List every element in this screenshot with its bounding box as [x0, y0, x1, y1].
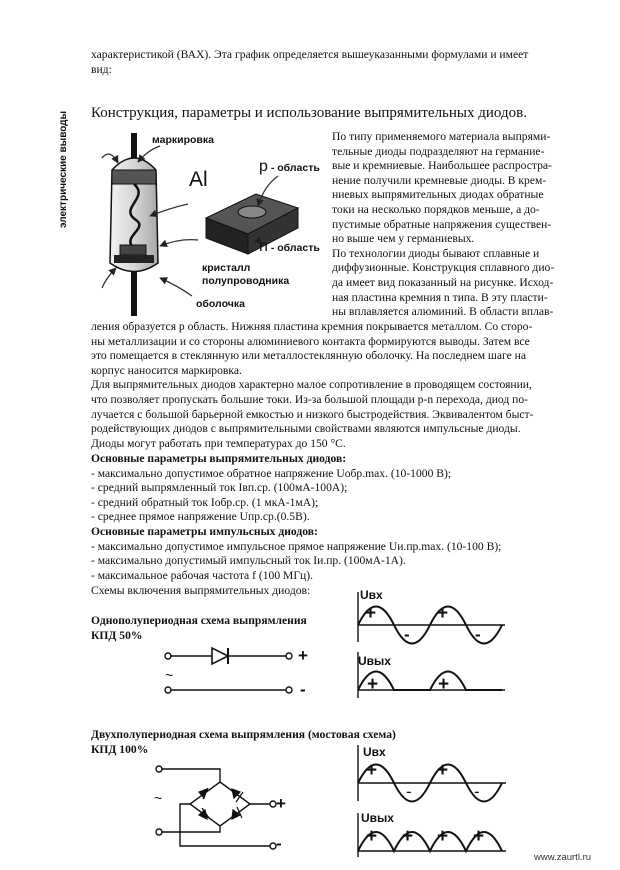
graph-plus: +	[437, 603, 449, 624]
crystal-chip	[120, 245, 146, 255]
body-text	[91, 320, 533, 451]
label-p-suffix: - область	[267, 162, 320, 174]
param-item: - максимально допустимое обратное напряжение Uобр.max. (10-1000 В);	[91, 466, 452, 480]
param-item: - средний обратный ток Iобр.ср. (1 мкА-1мА);	[91, 495, 319, 509]
full-wave-title: Двухполупериодная схема выпрямления (мостовая схема)	[91, 728, 396, 741]
bridge-ac-tilde: ~	[154, 790, 163, 806]
param-item: - максимально допустимое импульсное прямое напряжение Uи.пр.max. (10-100 В);	[91, 539, 502, 553]
param-item: - средний выпрямленный ток Iвп.ср. (100мА-100А);	[91, 481, 348, 495]
half-wave-uout-label: Uвых	[358, 654, 391, 668]
intro-line: вид:	[91, 63, 112, 76]
graph-plus: +	[438, 674, 450, 695]
graph-minus: -	[406, 782, 412, 801]
full-wave-uout-label: Uвых	[361, 811, 394, 825]
graph-plus: +	[367, 674, 379, 695]
text-line: токи на несколько порядков меньше, а до-	[332, 202, 540, 216]
text-line: диффузионные. Конструкция сплавного дио-	[332, 261, 555, 275]
text-line: пустимые обратные напряжения существен-	[332, 217, 552, 231]
label-shell: оболочка	[196, 298, 245, 310]
output-half-wave	[358, 672, 502, 691]
param-item: - максимально допустимый импульсный ток Iи.пр. (100мА-1А).	[91, 554, 406, 568]
intro-line: характеристикой (ВАХ). Эта график определяется вышеуказанными формулами и имеет	[91, 48, 529, 61]
graph-minus: -	[404, 625, 410, 644]
half-wave-title: Однополупериодная схема выпрямления	[91, 614, 307, 627]
graph-plus: +	[473, 826, 485, 847]
text-line: лучается с большой барьерной емкостью и низкого быстродействия. Эквивалентом быст-	[91, 407, 534, 421]
param-item: - среднее прямое напряжение Uпр.ср.(0.5В).	[91, 510, 310, 524]
label-crystal-2: полупроводника	[202, 275, 290, 287]
label-leads: электрические выводы	[58, 110, 69, 228]
bridge-diodes	[199, 788, 243, 819]
right-column-text	[332, 130, 554, 320]
text-line: корпус наносится маркировка.	[91, 363, 242, 377]
text-line: вые и кремниевые. Наибольшее распростра-	[332, 159, 552, 173]
schemes-caption: Схемы включения выпрямительных диодов:	[91, 584, 311, 597]
text-line: это помещается в стеклянную или металлостеклянную оболочку. На последнем шаге на	[91, 349, 527, 363]
text-line: нение получили кремневые диоды. В крем-	[332, 173, 547, 187]
param-item: - максимальное рабочая частота f (100 МГц).	[91, 568, 313, 582]
rectifier-params-heading: Основные параметры выпрямительных диодов:	[91, 452, 347, 465]
label-p-region	[259, 158, 320, 176]
label-n-region	[259, 238, 320, 256]
text-line: ны вплавляется алюминий. В области вплав-	[332, 305, 554, 319]
bridge-circuit	[150, 752, 290, 852]
text-line: Диоды могут работать при температурах до 150 °С.	[91, 436, 346, 450]
diode-symbol	[212, 648, 228, 664]
half-wave-efficiency: КПД 50%	[91, 629, 143, 642]
text-line: ны металлизации и со стороны алюминиевого контакта формируются выводы. Затем все	[91, 334, 530, 348]
label-crystal-1: кристалл	[202, 262, 251, 274]
label-marking: маркировка	[152, 134, 214, 146]
graph-plus: +	[366, 760, 378, 781]
pulse-params-heading: Основные параметры импульсных диодов:	[91, 525, 318, 538]
output-plus: +	[298, 646, 308, 665]
label-al: Al	[189, 168, 208, 191]
half-wave-circuit	[160, 642, 310, 702]
section-heading: Конструкция, параметры и использование выпрямительных диодов.	[91, 105, 527, 121]
bridge-output-minus: -	[276, 834, 282, 853]
half-wave-uin-label: Uвх	[360, 588, 383, 602]
text-line: ниевых выпрямительных диодах обратные	[332, 188, 544, 202]
full-wave-uin-label: Uвх	[363, 745, 386, 759]
marking-band	[112, 170, 156, 184]
label-p: р	[259, 158, 268, 175]
bridge-output-plus: +	[276, 794, 286, 813]
label-n: n	[259, 238, 268, 255]
graph-minus: -	[474, 782, 480, 801]
graph-plus: +	[366, 826, 378, 847]
watermark: www.zaurtl.ru	[534, 852, 592, 863]
p-region-dot	[238, 206, 266, 218]
ac-tilde: ~	[165, 667, 174, 683]
text-line: да имеет вид показанный на рисунке. Исход-	[332, 275, 554, 289]
text-line: По типу применяемого материала выпрями-	[332, 130, 551, 143]
text-line: что позволяет пропускать большие токи. Из-за большой площади p-n перехода, диод по-	[91, 392, 529, 406]
graph-plus: +	[437, 760, 449, 781]
crystal-base	[114, 255, 154, 263]
text-line: По технологии диоды бывают сплавные и	[332, 246, 540, 260]
text-line: тельные диоды подразделяют на германие-	[332, 144, 545, 158]
text-line: ления образуется p область. Нижняя пластина кремния покрывается металлом. Со сторо-	[91, 320, 533, 333]
output-minus: -	[300, 680, 306, 699]
full-wave-efficiency: КПД 100%	[91, 743, 149, 756]
graph-minus: -	[475, 625, 481, 644]
text-line: но выше чем у германиевых.	[332, 232, 475, 246]
graph-plus: +	[365, 603, 377, 624]
text-line: ная пластина кремния n типа. В эту пласти-	[332, 290, 548, 304]
text-line: родействующих диодов с выпрямительными свойствами являются импульсные диоды.	[91, 422, 521, 436]
label-n-suffix: - область	[267, 242, 320, 254]
text-line: Для выпрямительных диодов характерно малое сопротивление в проводящем состоянии,	[91, 378, 532, 392]
rectifier-params	[91, 452, 451, 525]
pulse-params	[91, 525, 501, 583]
graph-plus: +	[437, 826, 449, 847]
graph-plus: +	[402, 826, 414, 847]
